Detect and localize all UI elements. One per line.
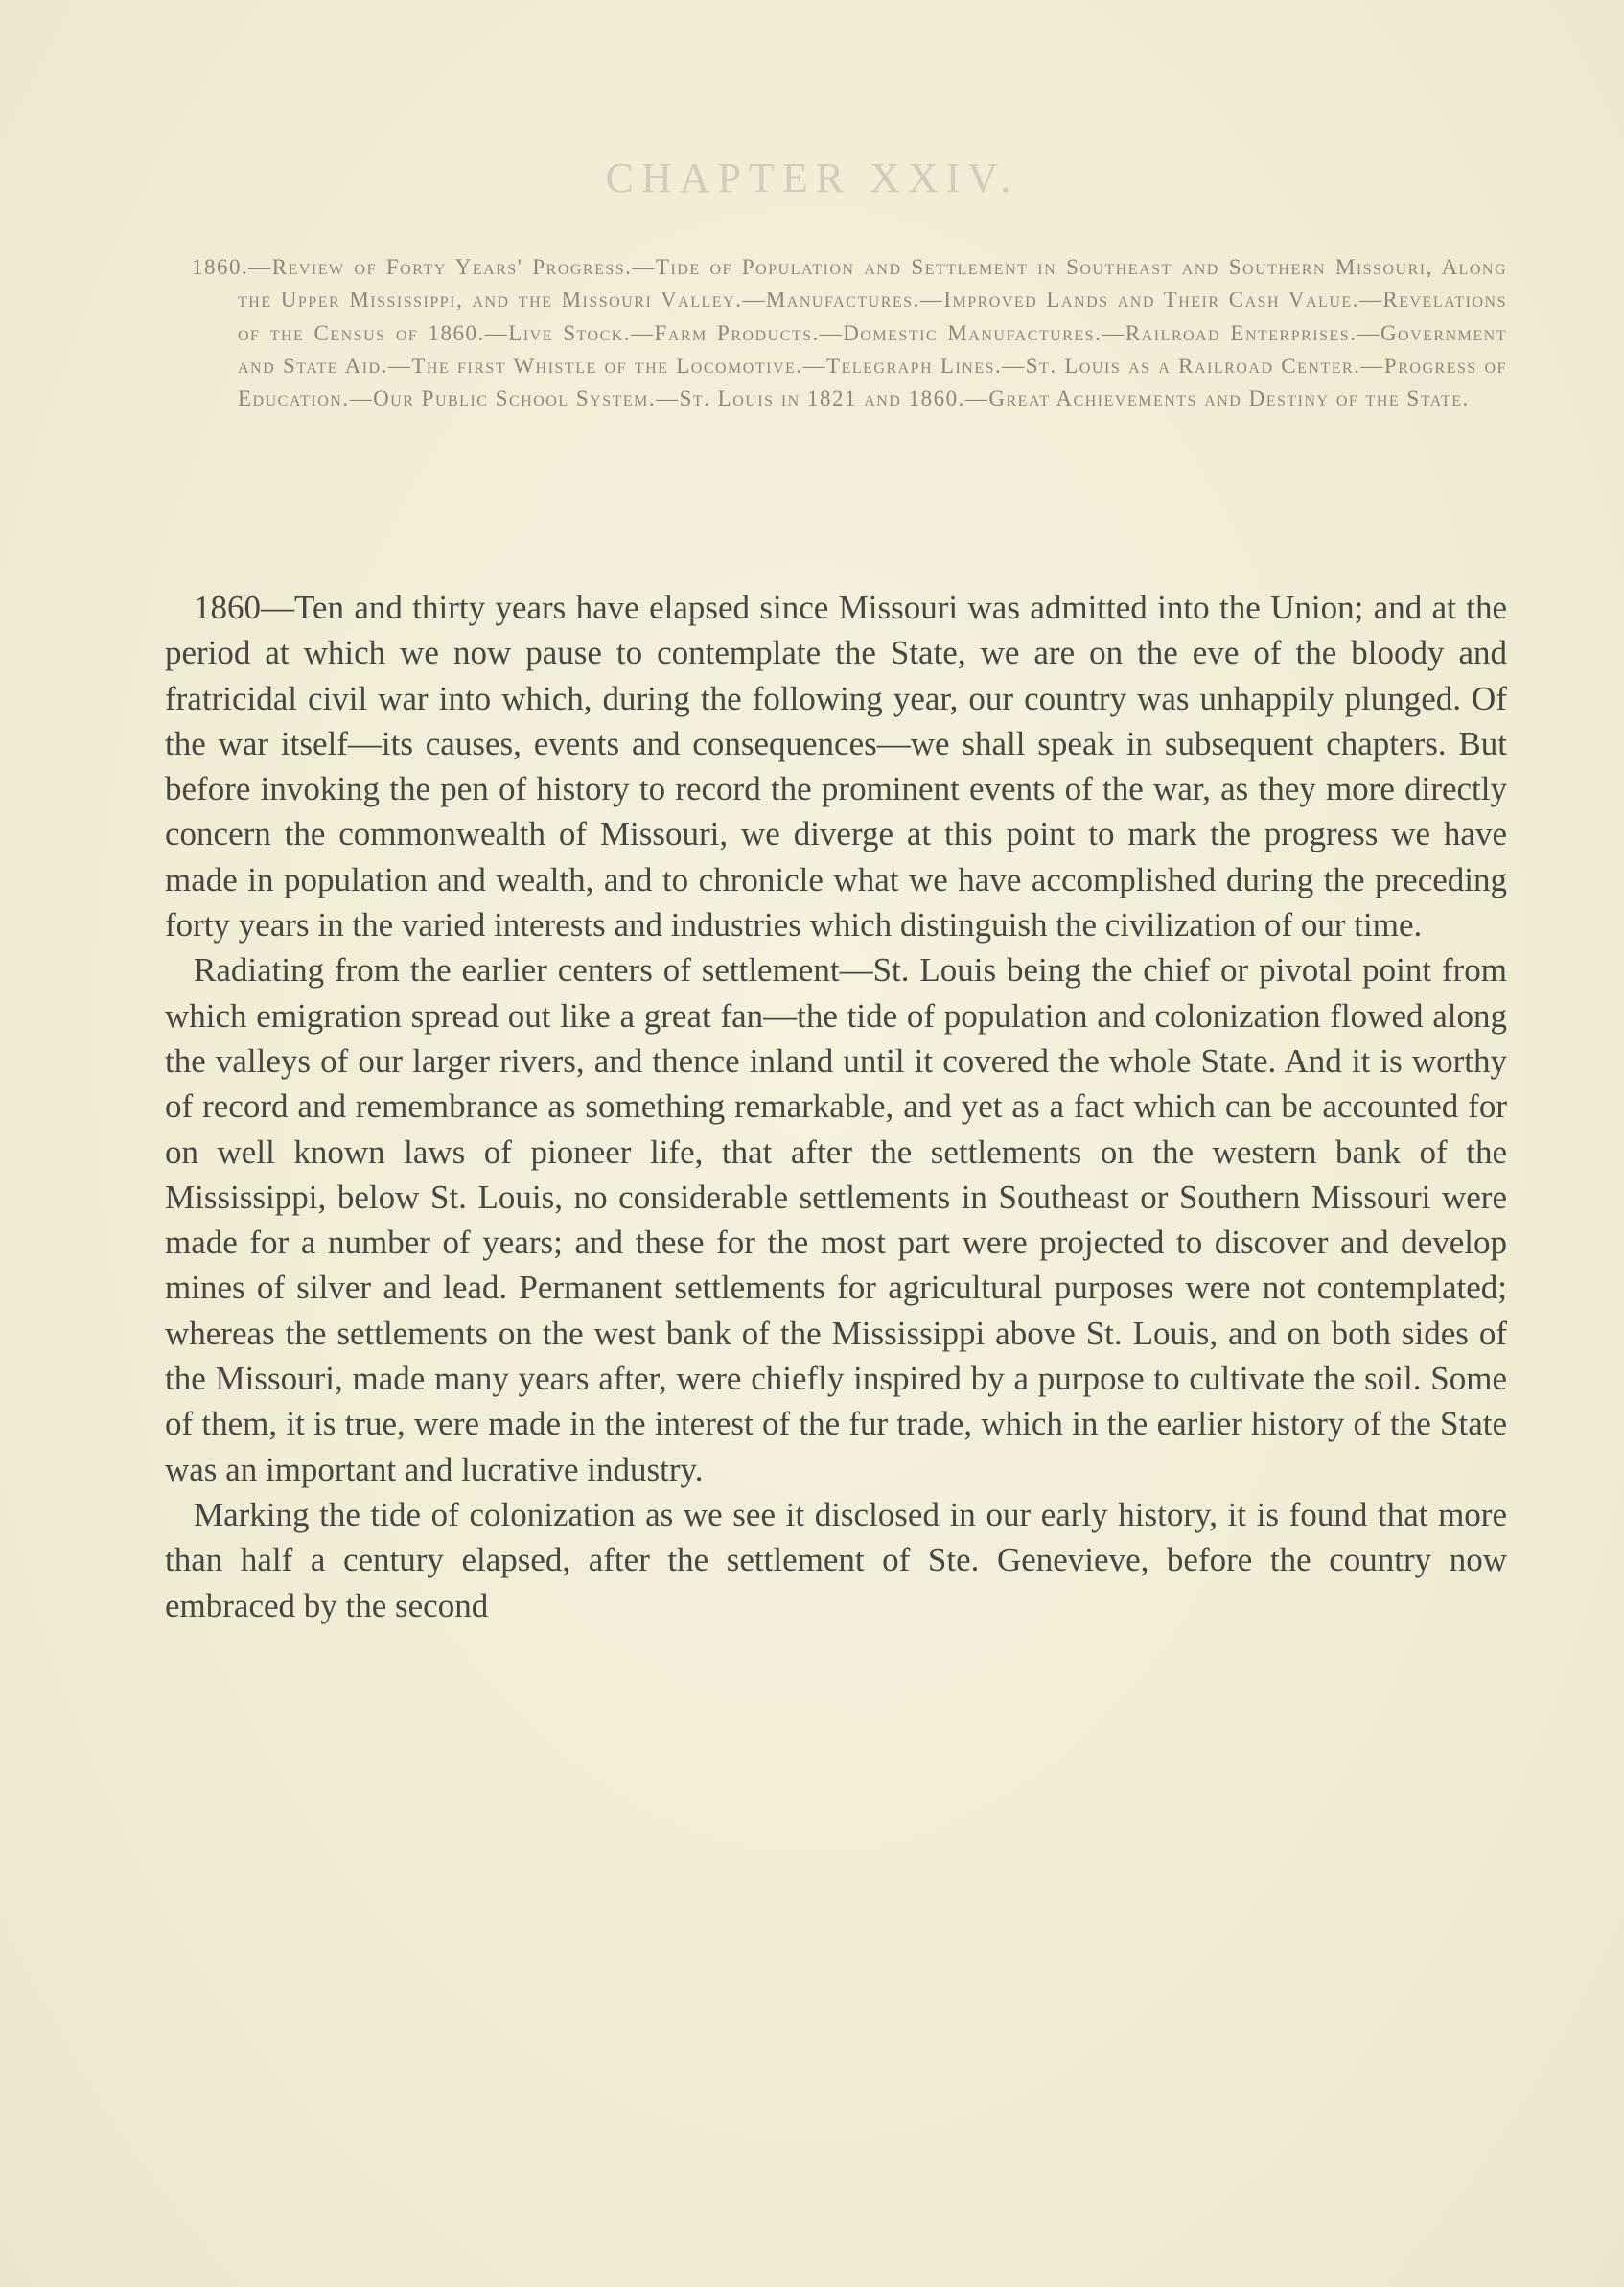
paragraph: 1860—Ten and thirty years have elapsed since Missouri was admitted into the Union; and at the period at which we now pause to contemplate the State, we are on the eve of the bloody and fratricidal civil war into which, during the following year, our country was unhappily plunged. Of the war itself—its causes, events and consequences—we shall speak in subsequent chapters. But before invoking the pen of history to record the prominent events of the war, as they more directly concern the commonwealth of Missouri, we diverge at this point to mark the progress we have made in population and wealth, and to chronicle what we have accomplished during the preceding forty years in the varied interests and industries which distinguish the civilization of our time. [165,589,1507,945]
chapter-synopsis: 1860.—Review of Forty Years' Progress.—Tide of Population and Settlement in Southeast and Southern Missouri, Along the Upper Mississippi, and the Missouri Valley.—Manufactures.—Improved Lands and Their Cash Value.—Revelations of the Census of 1860.—Live Stock.—Farm Products.—Domestic Manufactures.—Railroad Enterprises.—Government and State Aid.—The first Whistle of the Locomotive.—Telegraph Lines.—St. Louis as a Railroad Center.—Progress of Education.—Our Public School System.—St. Louis in 1821 and 1860.—Great Achievements and Destiny of the State. [192,255,1507,411]
body-text [165,585,1507,1628]
paragraph: Marking the tide of colonization as we see it disclosed in our early history, it is found that more than half a century elapsed, after the settlement of Ste. Genevieve, before the country now embraced by the second [165,1495,1507,1624]
paragraph: Radiating from the earlier centers of settlement—St. Louis being the chief or pivotal point from which emigration spread out like a great fan—the tide of population and colonization flowed along the valleys of our larger rivers, and thence inland until it covered the whole State. And it is worthy of record and remembrance as something remarkable, and yet as a fact which can be accounted for on well known laws of pioneer life, that after the settlements on the western bank of the Mississippi, below St. Louis, no considerable settlements in Southeast or Southern Missouri were made for a number of years; and these for the most part were projected to discover and develop mines of silver and lead. Permanent settlements for agricultural purposes were not contemplated; whereas the settlements on the west bank of the Mississippi above St. Louis, and on both sides of the Missouri, made many years after, were chiefly inspired by a purpose to cultivate the soil. Some of them, it is true, were made in the interest of the fur trade, which in the earlier history of the State was an important and lucrative industry. [165,951,1507,1488]
chapter-title: CHAPTER XXIV. [605,154,1019,201]
